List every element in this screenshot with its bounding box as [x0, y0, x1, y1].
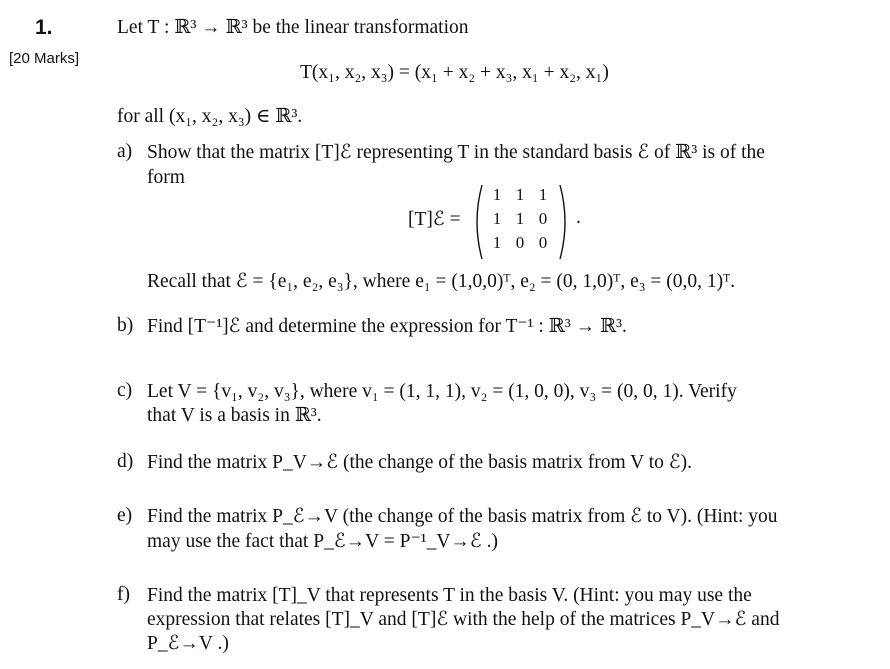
part-f-label: f): [117, 584, 130, 605]
part-f-line2: expression that relates [T]_V and [T]ℰ with the help of the matrices P_V→ℰ and: [147, 609, 780, 630]
transformation-definition: T(x₁, x₂, x₃) = (x₁ + x₂ + x₃, x₁ + x₂, x₁): [300, 62, 609, 83]
part-e-line1: Find the matrix P_ℰ→V (the change of the basis matrix from ℰ to V). (Hint: you: [147, 506, 778, 527]
part-c-line1: Let V = {v₁, v₂, v₃}, where v₁ = (1, 1, 1), v₂ = (1, 0, 0), v₃ = (0, 0, 1). Verify: [147, 381, 737, 402]
intro-text: Let T : ℝ³ → ℝ³ be the linear transformation: [117, 17, 469, 38]
matrix-cell: 1: [492, 233, 502, 252]
part-a-line1: Show that the matrix [T]ℰ representing T in the standard basis ℰ of ℝ³ is of the: [147, 142, 765, 163]
matrix-display: [470, 183, 600, 261]
matrix-period: .: [576, 207, 581, 228]
part-e-line2: may use the fact that P_ℰ→V = P⁻¹_V→ℰ .): [147, 531, 498, 552]
part-a-label: a): [117, 141, 133, 162]
matrix-cell: 0: [515, 233, 525, 252]
matrix-cell: 1: [492, 185, 502, 204]
matrix-cell: 1: [538, 185, 548, 204]
matrix-lhs: [T]ℰ =: [408, 209, 461, 230]
part-c-line2: that V is a basis in ℝ³.: [147, 405, 322, 426]
left-paren: [470, 183, 484, 261]
part-f-line3: P_ℰ→V .): [147, 633, 229, 654]
matrix-cell: 1: [515, 185, 525, 204]
problem-number: 1.: [35, 16, 53, 39]
part-f-line1: Find the matrix [T]_V that represents T in the basis V. (Hint: you may use the: [147, 585, 752, 606]
part-a-line2: form: [147, 167, 185, 188]
part-c-label: c): [117, 380, 133, 401]
matrix-cell: 0: [538, 209, 548, 228]
part-d-text: Find the matrix P_V→ℰ (the change of the basis matrix from V to ℰ).: [147, 452, 692, 473]
part-e-label: e): [117, 505, 133, 526]
part-b-text: Find [T⁻¹]ℰ and determine the expression for T⁻¹ : ℝ³ → ℝ³.: [147, 316, 627, 337]
matrix-cell: 0: [538, 233, 548, 252]
matrix-cell: 1: [515, 209, 525, 228]
matrix-cell: 1: [492, 209, 502, 228]
for-all-text: for all (x₁, x₂, x₃) ∈ ℝ³.: [117, 106, 303, 127]
part-d-label: d): [117, 451, 134, 472]
right-paren: [558, 183, 572, 261]
part-b-label: b): [117, 315, 134, 336]
marks-label: [20 Marks]: [9, 50, 80, 67]
part-a-recall: Recall that ℰ = {e₁, e₂, e₃}, where e₁ = (1,0,0)ᵀ, e₂ = (0, 1,0)ᵀ, e₃ = (0,0, 1)ᵀ.: [147, 271, 736, 292]
